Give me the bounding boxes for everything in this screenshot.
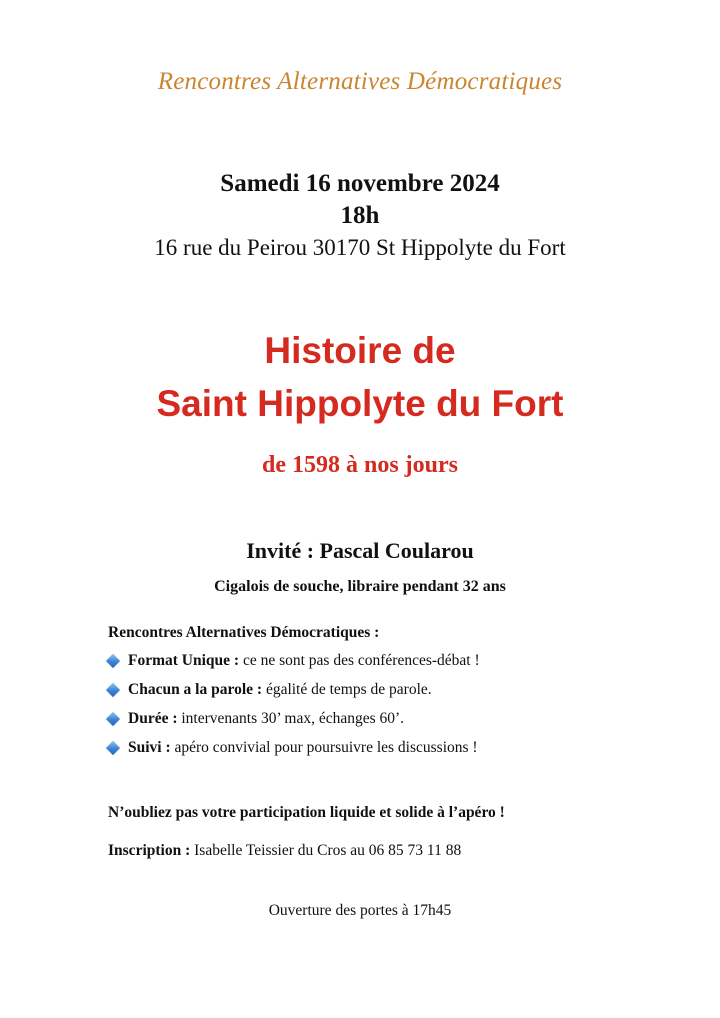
- blue-diamond-icon: [106, 712, 120, 726]
- item-label: Suivi :: [128, 739, 171, 756]
- guest-line: Invité : Pascal Coularou: [246, 538, 474, 563]
- list-item: [108, 733, 668, 762]
- main-subtitle: de 1598 à nos jours: [261, 452, 459, 478]
- event-time: 18h: [340, 202, 380, 229]
- apero-reminder: N’oubliez pas votre participation liquide et solide à l’apéro !: [108, 804, 505, 821]
- item-text: intervenants 30’ max, échanges 60’.: [181, 710, 405, 727]
- item-text: égalité de temps de parole.: [265, 681, 432, 698]
- list-item: [108, 646, 668, 675]
- list-item: [108, 704, 668, 733]
- inscription-label: Inscription :: [108, 842, 191, 859]
- blue-diamond-icon: [106, 683, 120, 697]
- item-text: apéro convivial pour poursuivre les discussions !: [174, 739, 478, 756]
- main-title-line1: Histoire de: [264, 330, 456, 371]
- item-label: Chacun a la parole :: [128, 681, 263, 698]
- guest-description: Cigalois de souche, libraire pendant 32 ans: [214, 578, 506, 595]
- inscription-line: [108, 842, 668, 860]
- organization-title: Rencontres Alternatives Démocratiques: [157, 68, 563, 95]
- main-title-line2: Saint Hippolyte du Fort: [156, 383, 564, 424]
- inscription-text: Isabelle Teissier du Cros au 06 85 73 11 88: [194, 842, 462, 859]
- doors-opening: Ouverture des portes à 17h45: [268, 902, 452, 919]
- blue-diamond-icon: [106, 741, 120, 755]
- principles-list: [108, 646, 668, 762]
- item-label: Format Unique :: [128, 652, 240, 669]
- event-date: Samedi 16 novembre 2024: [220, 170, 500, 197]
- list-item: [108, 675, 668, 704]
- event-address: 16 rue du Peirou 30170 St Hippolyte du Fort: [154, 235, 566, 260]
- item-text: ce ne sont pas des conférences-débat !: [242, 652, 480, 669]
- principles-heading: Rencontres Alternatives Démocratiques :: [108, 624, 380, 641]
- blue-diamond-icon: [106, 654, 120, 668]
- item-label: Durée :: [128, 710, 178, 727]
